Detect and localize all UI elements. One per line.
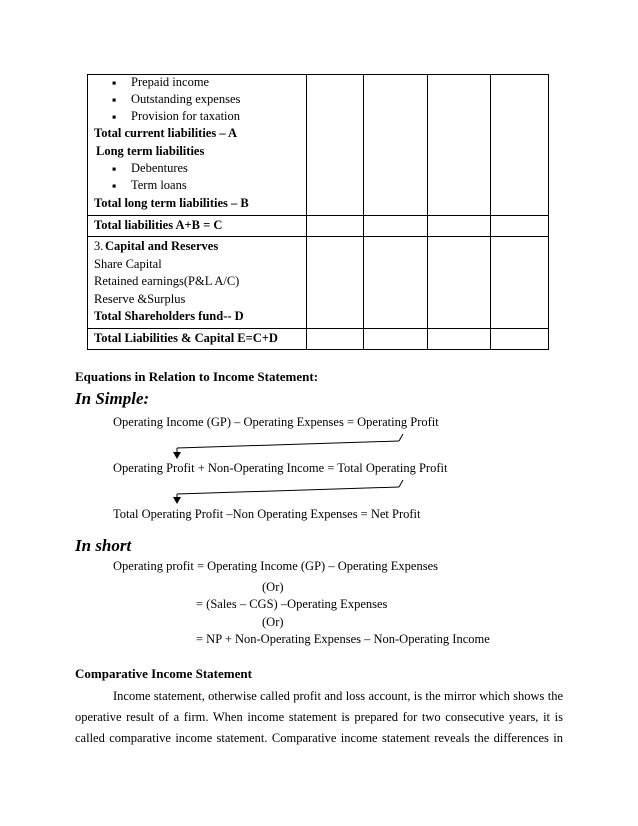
simple-equation-3: Total Operating Profit –Non Operating Expenses = Net Profit: [113, 507, 421, 521]
total-liabilities: Total liabilities A+B = C: [94, 218, 223, 232]
item-retained-earnings: Retained earnings(P&L A/C): [94, 274, 240, 288]
short-equation-3: = NP + Non-Operating Expenses – Non-Operating Income: [196, 632, 490, 646]
long-term-heading: Long term liabilities: [96, 144, 205, 158]
comparative-paragraph-line-1: Income statement, otherwise called profit and loss account, is the mirror which shows the: [113, 689, 563, 703]
total-current-liabilities: Total current liabilities – A: [94, 126, 238, 140]
comparative-heading: Comparative Income Statement: [75, 666, 252, 681]
comparative-paragraph-line-3: called comparative income statement. Comparative income statement reveals the differences in: [75, 731, 563, 745]
total-long-term-liabilities: Total long term liabilities – B: [94, 196, 249, 210]
total-shareholders-fund: Total Shareholders fund-- D: [94, 309, 244, 323]
bullet-icon: ▪: [112, 179, 117, 193]
simple-equation-2: Operating Profit + Non-Operating Income = Total Operating Profit: [113, 461, 448, 475]
capital-heading-number: 3.: [94, 239, 104, 253]
item-share-capital: Share Capital: [94, 257, 162, 271]
equations-heading: Equations in Relation to Income Statement:: [75, 369, 319, 384]
short-equation-2: = (Sales – CGS) –Operating Expenses: [196, 597, 388, 611]
bullet-icon: ▪: [112, 162, 117, 176]
item-provision-taxation: Provision for taxation: [131, 109, 241, 123]
total-liabilities-capital: Total Liabilities & Capital E=C+D: [94, 331, 278, 345]
in-simple-heading: In Simple:: [75, 389, 150, 408]
short-equation-1: Operating profit = Operating Income (GP) – Operating Expenses: [113, 559, 439, 573]
bullet-icon: ▪: [112, 110, 117, 124]
comparative-paragraph-line-2: operative result of a firm. When income statement is prepared for two consecutive years, it is: [75, 710, 563, 724]
simple-equation-1: Operating Income (GP) – Operating Expenses = Operating Profit: [113, 415, 439, 429]
or-separator-1: (Or): [262, 580, 284, 594]
item-reserve-surplus: Reserve &Surplus: [94, 292, 186, 306]
item-term-loans: Term loans: [131, 178, 187, 192]
item-debentures: Debentures: [131, 161, 188, 175]
bullet-icon: ▪: [112, 76, 117, 90]
capital-heading: Capital and Reserves: [105, 239, 219, 253]
item-prepaid-income: Prepaid income: [131, 75, 210, 89]
in-short-heading: In short: [75, 536, 132, 555]
item-outstanding-expenses: Outstanding expenses: [131, 92, 241, 106]
or-separator-2: (Or): [262, 615, 284, 629]
bullet-icon: ▪: [112, 93, 117, 107]
